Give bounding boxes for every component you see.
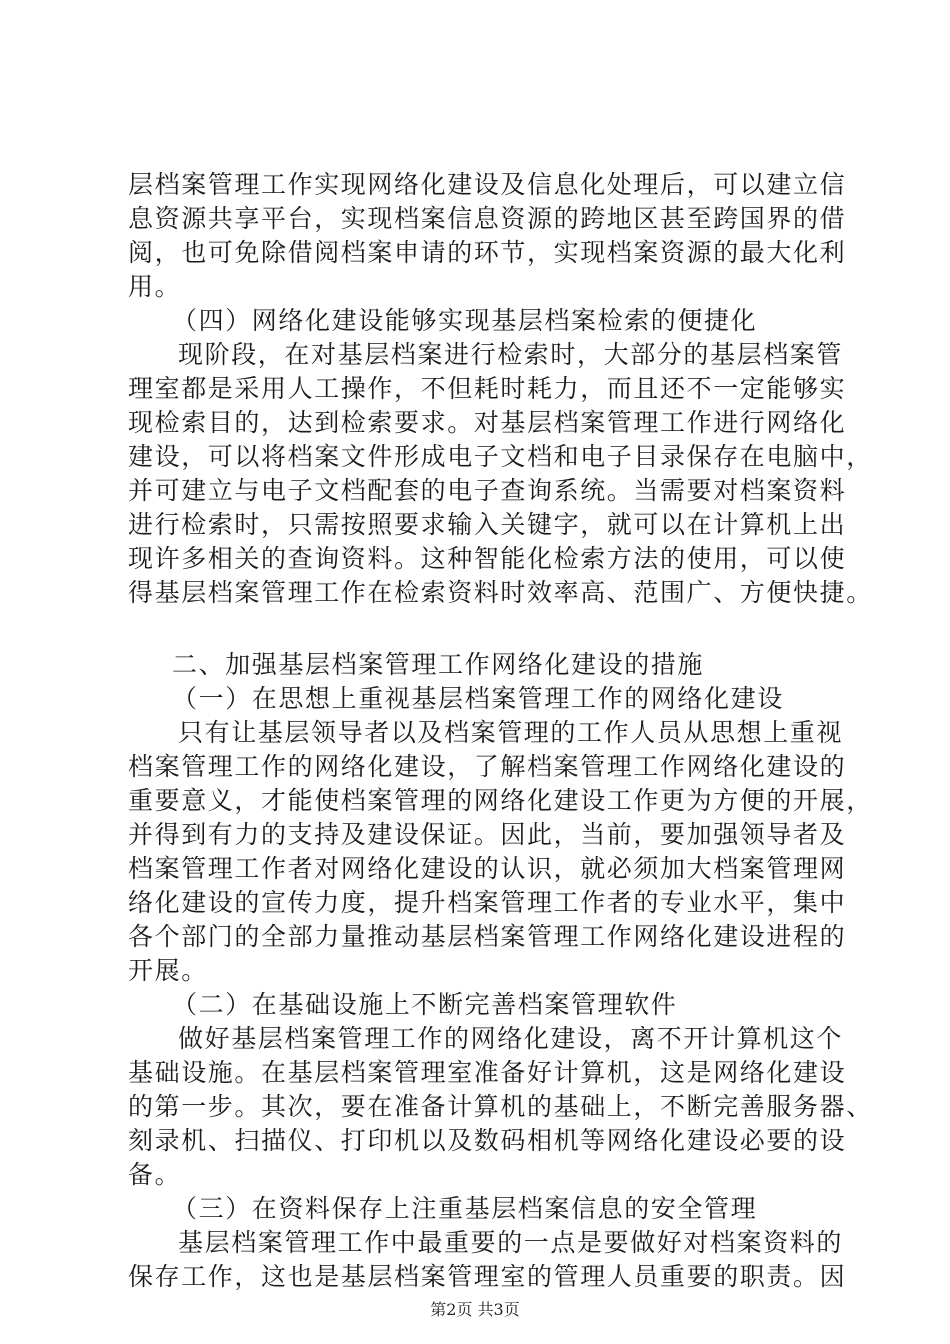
text-line: 并可建立与电子文档配套的电子查询系统。当需要对档案资料 <box>128 476 847 505</box>
text-line: 建设，可以将档案文件形成电子文档和电子目录保存在电脑中， <box>128 442 873 471</box>
paragraph-infrastructure <box>128 1022 873 1192</box>
text-line: 现许多相关的查询资料。这种智能化检索方法的使用，可以使 <box>128 544 847 573</box>
text-line: 只有让基层领导者以及档案管理的工作人员从思想上重视 <box>178 718 844 747</box>
text-line: 备。 <box>128 1160 182 1189</box>
document-body <box>128 168 873 1294</box>
text-line: 层档案管理工作实现网络化建设及信息化处理后，可以建立信 <box>128 170 847 199</box>
text-line: 阅，也可免除借阅档案申请的环节，实现档案资源的最大化利 <box>128 238 847 267</box>
text-line: 理室都是采用人工操作，不但耗时耗力，而且还不一定能够实 <box>128 374 847 403</box>
text-line: 息资源共享平台，实现档案信息资源的跨地区甚至跨国界的借 <box>128 204 847 233</box>
section-title: 二、加强基层档案管理工作网络化建设的措施 <box>172 650 705 679</box>
text-line: 保存工作，这也是基层档案管理室的管理人员重要的职责。因 <box>128 1262 847 1291</box>
text-line: 得基层档案管理工作在检索资料时效率高、范围广、方便快捷。 <box>128 578 873 607</box>
text-line: 的第一步。其次，要在准备计算机的基础上，不断完善服务器、 <box>128 1092 873 1121</box>
text-line: 现阶段，在对基层档案进行检索时，大部分的基层档案管 <box>178 340 844 369</box>
text-line: 重要意义，才能使档案管理的网络化建设工作更为方便的开展， <box>128 786 873 815</box>
text-line: 并得到有力的支持及建设保证。因此，当前，要加强领导者及 <box>128 820 847 849</box>
subheading-1: （一）在思想上重视基层档案管理工作的网络化建设 <box>172 684 784 713</box>
text-line: 各个部门的全部力量推动基层档案管理工作网络化建设进程的 <box>128 922 847 951</box>
text-line: 开展。 <box>128 956 208 985</box>
subheading-2: （二）在基础设施上不断完善档案管理软件 <box>172 990 678 1019</box>
subheading-4: （四）网络化建设能够实现基层档案检索的便捷化 <box>172 306 758 335</box>
paragraph-awareness <box>128 716 873 988</box>
text-line: 做好基层档案管理工作的网络化建设，离不开计算机这个 <box>178 1024 844 1053</box>
text-line: 刻录机、扫描仪、打印机以及数码相机等网络化建设必要的设 <box>128 1126 847 1155</box>
text-line: 络化建设的宣传力度，提升档案管理工作者的专业水平，集中 <box>128 888 847 917</box>
section-spacer <box>128 610 828 648</box>
paragraph-security <box>128 1226 847 1294</box>
text-line: 档案管理工作者对网络化建设的认识，就必须加大档案管理网 <box>128 854 847 883</box>
text-line: 基础设施。在基层档案管理室准备好计算机，这是网络化建设 <box>128 1058 847 1087</box>
paragraph-retrieval <box>128 338 873 610</box>
subheading-3: （三）在资料保存上注重基层档案信息的安全管理 <box>172 1194 758 1223</box>
text-line: 现检索目的，达到检索要求。对基层档案管理工作进行网络化 <box>128 408 847 437</box>
text-line: 进行检索时，只需按照要求输入关键字，就可以在计算机上出 <box>128 510 847 539</box>
text-line: 基层档案管理工作中最重要的一点是要做好对档案资料的 <box>178 1228 844 1257</box>
page-number-footer: 第2页 共3页 <box>430 1300 520 1319</box>
paragraph-continuation <box>128 168 847 304</box>
text-line: 档案管理工作的网络化建设，了解档案管理工作网络化建设的 <box>128 752 847 781</box>
text-line: 用。 <box>128 272 182 301</box>
